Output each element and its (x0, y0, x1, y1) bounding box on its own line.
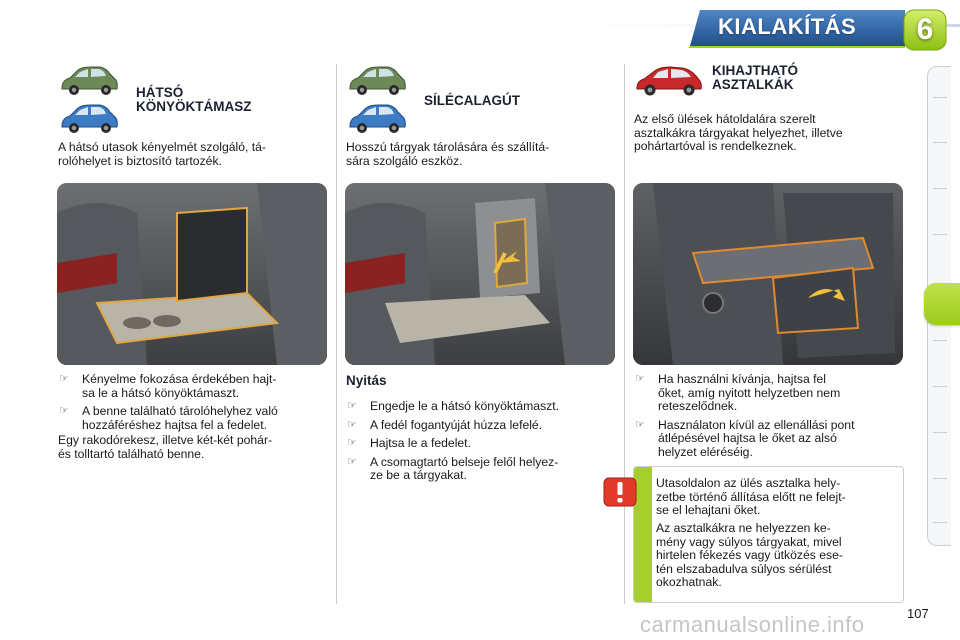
text-line: Az asztalkákra ne helyezzen ke- (656, 521, 831, 535)
text-line: Ha használni kívánja, hajtsa fel (658, 372, 827, 386)
ski-tunnel-bullets (346, 400, 616, 488)
list-item (346, 456, 616, 483)
folding-tables-photo (633, 183, 903, 365)
section-heading-tables (712, 64, 798, 92)
hand-pointer-icon: ☞ (635, 373, 645, 385)
heading-line: KÖNYÖKTÁMASZ (136, 99, 252, 114)
armrest-intro (58, 141, 328, 168)
text-line: A benne található tárolóhelyhez való (82, 404, 278, 418)
chapter-title: KIALAKÍTÁS (718, 14, 857, 39)
warning-box (633, 466, 904, 603)
red-car-icon (634, 64, 704, 98)
text-line: sa le a hátsó könyöktámaszt. (82, 385, 240, 400)
list-item (346, 437, 616, 451)
text-line: Használaton kívül az ellenállási pont (658, 417, 855, 432)
warning-text-1 (656, 477, 900, 518)
text-line: Egy rakodórekesz, illetve két-két pohár- (58, 433, 273, 447)
tables-bullets (634, 373, 904, 464)
blue-car-icon (58, 102, 120, 136)
chapter-tab-divider (933, 522, 947, 523)
text-line: ze be a tárgyakat. (370, 468, 467, 482)
text-line: Engedje le a hátsó könyöktámaszt. (370, 399, 560, 413)
ski-tunnel-photo (345, 183, 615, 365)
chapter-tab-divider (933, 97, 947, 98)
text-line: sára szolgáló eszköz. (346, 153, 463, 168)
text-line: Utasoldalon az ülés asztalka hely- (656, 476, 841, 490)
armrest-outro (58, 434, 328, 461)
hand-pointer-icon: ☞ (59, 373, 69, 385)
list-item (58, 373, 328, 400)
ski-tunnel-intro (346, 141, 616, 168)
subheading-opening: Nyitás (346, 373, 387, 388)
text-line: A fedél fogantyúját húzza lefelé. (370, 417, 543, 432)
section-heading-armrest (136, 86, 252, 114)
text-line: és tolltartó található benne. (58, 446, 205, 461)
chapter-tab-divider (933, 386, 947, 387)
section-heading-ski-tunnel: SÍLÉCALAGÚT (424, 93, 520, 108)
text-line: A hátsó utasok kényelmét szolgáló, tá- (58, 140, 266, 154)
chapter-tab-active[interactable] (924, 283, 960, 325)
armrest-photo (57, 183, 327, 365)
text-line: mény vagy súlyos tárgyakat, mivel (656, 534, 842, 549)
text-line: hozzáféréshez hajtsa fel a fedelet. (82, 417, 267, 432)
chapter-tab-divider (933, 340, 947, 341)
hand-pointer-icon: ☞ (347, 418, 357, 431)
column-divider (624, 64, 625, 604)
text-line: hirtelen fékezés vagy ütközés ese- (656, 548, 843, 562)
text-line: Hajtsa le a fedelet. (370, 436, 471, 450)
list-item (58, 405, 328, 432)
heading-line: KIHAJTHATÓ (712, 63, 798, 78)
hand-pointer-icon: ☞ (347, 437, 357, 449)
chapter-number: 6 (916, 13, 934, 46)
warning-exclamation-icon (603, 477, 637, 507)
armrest-bullets (58, 373, 328, 437)
column-divider (336, 64, 337, 604)
text-line: őket, amíg nyitott helyzetben nem (658, 385, 841, 400)
heading-line: HÁTSÓ (136, 85, 184, 100)
text-line: Kényelme fokozása érdekében hajt- (82, 372, 277, 386)
list-item (346, 419, 616, 433)
list-item (346, 400, 616, 414)
text-line: reteszelődnek. (658, 399, 738, 413)
list-item (634, 373, 904, 414)
chapter-tab-divider (933, 188, 947, 189)
hand-pointer-icon: ☞ (59, 405, 69, 417)
text-line: asztalkákra tárgyakat helyezhet, illetve (634, 125, 843, 140)
green-car-icon (346, 64, 408, 98)
text-line: zetbe történő állítása előtt ne felejt- (656, 489, 846, 504)
chapter-tab-divider (933, 234, 947, 235)
text-line: A csomagtartó belseje felől helyez- (370, 454, 559, 469)
blue-car-icon (346, 102, 408, 136)
text-line: okozhatnak. (656, 575, 722, 589)
chapter-tab-divider (933, 478, 947, 479)
hand-pointer-icon: ☞ (635, 418, 645, 431)
list-item (634, 419, 904, 460)
text-line: Az első ülések hátoldalára szerelt (634, 112, 816, 126)
text-line: rolóhelyet is biztosító tartozék. (58, 153, 222, 168)
text-line: Hosszú tárgyak tárolására és szállítá- (346, 140, 550, 154)
green-car-icon (58, 64, 120, 98)
heading-line: ASZTALKÁK (712, 77, 794, 92)
text-line: helyzet eléréséig. (658, 444, 753, 459)
page-number: 107 (907, 606, 929, 621)
text-line: tén elszabadulva súlyos sérülést (656, 561, 832, 576)
chapter-tab-divider (933, 432, 947, 433)
watermark: carmanualsonline.info (640, 612, 865, 637)
text-line: se el lehajtani őket. (656, 503, 761, 517)
text-line: átlépésével hajtsa le őket az alsó (658, 431, 837, 445)
chapter-tab-divider (933, 142, 947, 143)
text-line: pohártartóval is rendelkeznek. (634, 139, 797, 153)
hand-pointer-icon: ☞ (347, 455, 357, 468)
hand-pointer-icon: ☞ (347, 400, 357, 412)
tables-intro (634, 113, 904, 154)
warning-text-2 (656, 522, 900, 590)
